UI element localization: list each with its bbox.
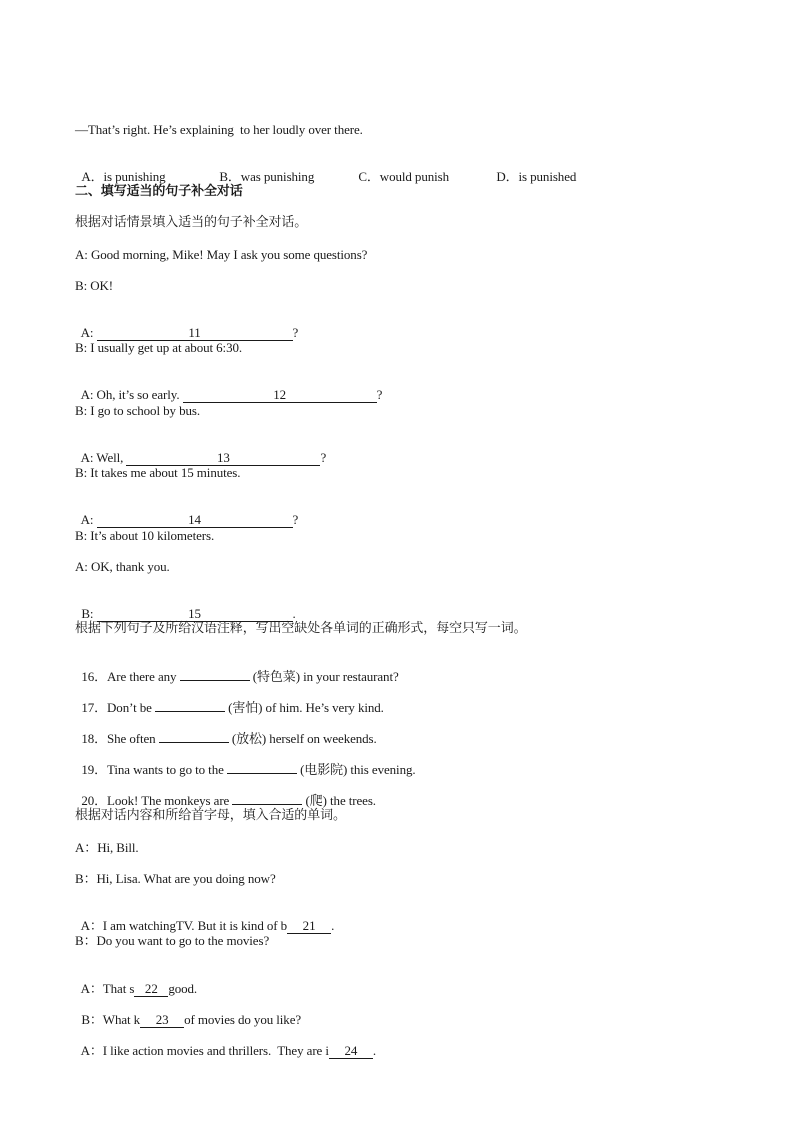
line-suffix: ? — [320, 450, 327, 465]
blank-17[interactable] — [155, 711, 225, 712]
line-prefix: A：I like action movies and thrillers. They are i — [80, 1043, 329, 1058]
q10-options — [75, 153, 576, 185]
blank-18[interactable] — [159, 742, 229, 743]
line-prefix: A: Well, — [80, 450, 127, 465]
line-suffix: ? — [376, 387, 383, 402]
line-prefix: A：That s — [80, 981, 135, 996]
line-prefix: B：What k — [81, 1012, 141, 1027]
word-question-20 — [75, 777, 376, 809]
line-prefix: A: — [80, 325, 97, 340]
blank-20[interactable] — [232, 804, 302, 805]
dialogue1-line: B: It’s about 10 kilometers. — [75, 528, 215, 543]
dialogue2-line — [75, 965, 197, 997]
dialogue2-line: B：Hi, Lisa. What are you doing now? — [75, 871, 276, 886]
dialogue2-line — [75, 902, 334, 934]
option-a: A．is punishing — [81, 169, 166, 184]
line-suffix: . — [331, 918, 335, 933]
line-suffix: of movies do you like? — [184, 1012, 302, 1027]
blank-21[interactable]: 21 — [287, 919, 331, 934]
dialogue1-line: B: I go to school by bus. — [75, 403, 200, 418]
word-question-18 — [75, 715, 377, 747]
blank-16[interactable] — [180, 680, 250, 681]
blank-19[interactable] — [227, 773, 297, 774]
dialogue2-line: A：Hi, Bill. — [75, 840, 139, 855]
blank-12[interactable]: 12 — [183, 388, 377, 403]
question-prefix: 17．Don’t be — [81, 700, 155, 715]
word-question-17 — [75, 684, 384, 716]
question-hint: (电影院) this evening. — [296, 762, 416, 777]
blank-14[interactable]: 14 — [97, 513, 293, 528]
word-question-19 — [75, 746, 416, 778]
question-hint: (特色菜) in your restaurant? — [249, 669, 399, 684]
line-suffix: good. — [168, 981, 198, 996]
dialogue1-line — [75, 309, 298, 341]
option-d: D．is punished — [496, 169, 577, 184]
line-suffix: ? — [292, 325, 299, 340]
blank-24[interactable]: 24 — [329, 1044, 373, 1059]
question-prefix: 20．Look! The monkeys are — [81, 793, 233, 808]
dialogue1-line: B: It takes me about 15 minutes. — [75, 465, 241, 480]
question-prefix: 19．Tina wants to go to the — [81, 762, 227, 777]
line-suffix: . — [292, 606, 296, 621]
question-hint: (放松) herself on weekends. — [228, 731, 377, 746]
option-c: C．would punish — [358, 169, 450, 184]
line-prefix: A: — [80, 512, 97, 527]
dialogue2-line — [75, 1027, 376, 1059]
q10-tail: —That’s right. He’s explaining to her loudly over there. — [75, 122, 363, 137]
question-hint: (害怕) of him. He’s very kind. — [224, 700, 384, 715]
blank-13[interactable]: 13 — [126, 451, 320, 466]
dialogue1-line — [75, 590, 296, 622]
question-prefix: 16．Are there any — [81, 669, 180, 684]
dialogue1-line: A: Good morning, Mike! May I ask you some questions? — [75, 247, 368, 262]
option-b: B．was punishing — [219, 169, 315, 184]
dialogue2-line: B：Do you want to go to the movies? — [75, 933, 270, 948]
blank-23[interactable]: 23 — [140, 1013, 184, 1028]
line-suffix: . — [372, 1043, 377, 1058]
section-heading: 二、填写适当的句子补全对话 — [75, 184, 243, 199]
dialogue1-line: B: OK! — [75, 278, 114, 293]
instruction-3: 根据对话内容和所给首字母，填入合适的单词。 — [75, 808, 346, 823]
dialogue1-line — [75, 371, 382, 403]
dialogue1-line: B: I usually get up at about 6:30. — [75, 340, 243, 355]
dialogue2-line — [75, 996, 301, 1028]
line-prefix: A：I am watchingTV. But it is kind of b — [80, 918, 288, 933]
question-prefix: 18．She often — [81, 731, 159, 746]
blank-11[interactable]: 11 — [97, 326, 293, 341]
blank-15[interactable]: 15 — [97, 607, 293, 622]
blank-22[interactable]: 22 — [134, 982, 168, 997]
line-prefix: A: Oh, it’s so early. — [80, 387, 183, 402]
dialogue1-line — [75, 434, 326, 466]
line-prefix: B: — [81, 606, 97, 621]
line-suffix: ? — [292, 512, 299, 527]
instruction-2: 根据下列句子及所给汉语注释，写出空缺处各单词的正确形式，每空只写一词。 — [75, 621, 527, 636]
dialogue1-line — [75, 496, 298, 528]
word-question-16 — [75, 653, 399, 685]
instruction-1: 根据对话情景填入适当的句子补全对话。 — [75, 215, 308, 230]
question-hint: (爬) the trees. — [302, 793, 376, 808]
dialogue1-line: A: OK, thank you. — [75, 559, 170, 574]
